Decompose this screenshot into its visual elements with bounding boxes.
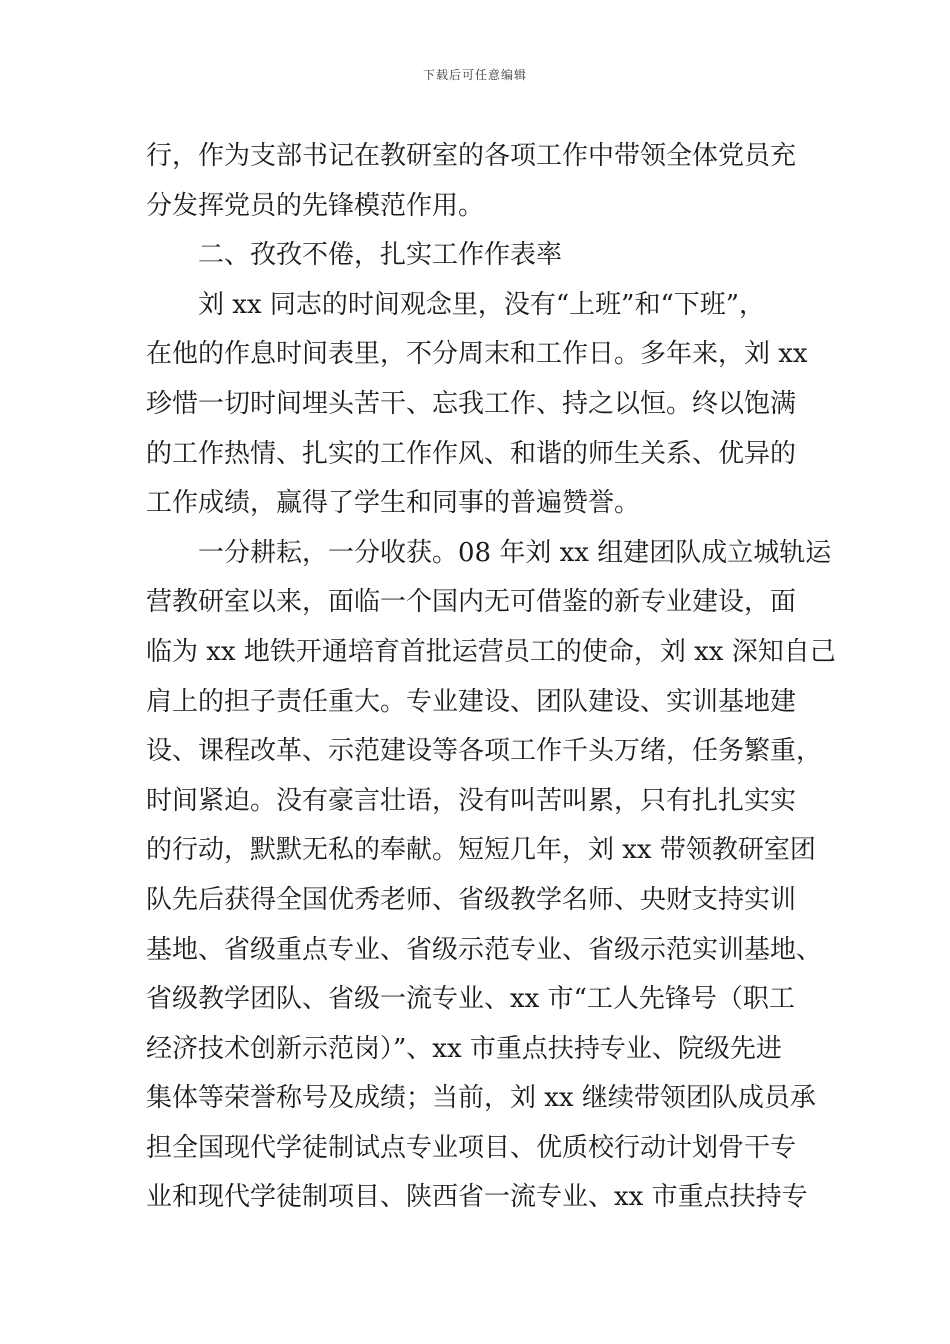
text-line: 一分耕耘，一分收获。08 年刘 xx 组建团队成立城轨运 xyxy=(198,537,832,568)
text-line: 的工作热情、扎实的工作作风、和谐的师生关系、优异的 xyxy=(146,438,797,469)
text-line: 在他的作息时间表里，不分周末和工作日。多年来，刘 xx xyxy=(146,339,808,370)
text-line: 肩上的担子责任重大。专业建设、团队建设、实训基地建 xyxy=(146,686,797,717)
text-line: 时间紧迫。没有豪言壮语，没有叫苦叫累，只有扎扎实实 xyxy=(146,785,797,816)
text-line: 队先后获得全国优秀老师、省级教学名师、央财支持实训 xyxy=(146,884,797,915)
text-line: 珍惜一切时间埋头苦干、忘我工作、持之以恒。终以饱满 xyxy=(146,388,797,419)
text-line: 工作成绩，赢得了学生和同事的普遍赞誉。 xyxy=(146,488,641,519)
body-text xyxy=(146,132,836,1223)
text-line: 业和现代学徒制项目、陕西省一流专业、xx 市重点扶持专 xyxy=(146,1182,808,1213)
section-heading: 二、孜孜不倦，扎实工作作表率 xyxy=(198,240,563,271)
text-line: 担全国现代学徒制试点专业项目、优质校行动计划骨干专 xyxy=(146,1132,797,1163)
text-line: 分发挥党员的先锋模范作用。 xyxy=(146,190,485,221)
text-line: 的行动，默默无私的奉献。短短几年，刘 xx 带领教研室团 xyxy=(146,835,816,866)
text-line: 基地、省级重点专业、省级示范专业、省级示范实训基地、 xyxy=(146,934,823,965)
text-line: 临为 xx 地铁开通培育首批运营员工的使命，刘 xx 深知自己 xyxy=(146,636,836,667)
text-line: 省级教学团队、省级一流专业、xx 市“工人先锋号（职工 xyxy=(146,984,795,1015)
text-line: 行，作为支部书记在教研室的各项工作中带领全体党员充 xyxy=(146,141,797,171)
text-line: 集体等荣誉称号及成绩；当前，刘 xx 继续带领团队成员承 xyxy=(146,1083,816,1114)
text-line: 营教研室以来，面临一个国内无可借鉴的新专业建设，面 xyxy=(146,587,797,618)
header-note: 下载后可任意编辑 xyxy=(422,68,527,82)
text-line: 设、课程改革、示范建设等各项工作千头万绪，任务繁重， xyxy=(146,736,823,767)
text-line: 经济技术创新示范岗）”、xx 市重点扶持专业、院级先进 xyxy=(146,1033,782,1064)
text-line: 刘 xx 同志的时间观念里，没有“上班”和“下班”， xyxy=(198,289,766,320)
